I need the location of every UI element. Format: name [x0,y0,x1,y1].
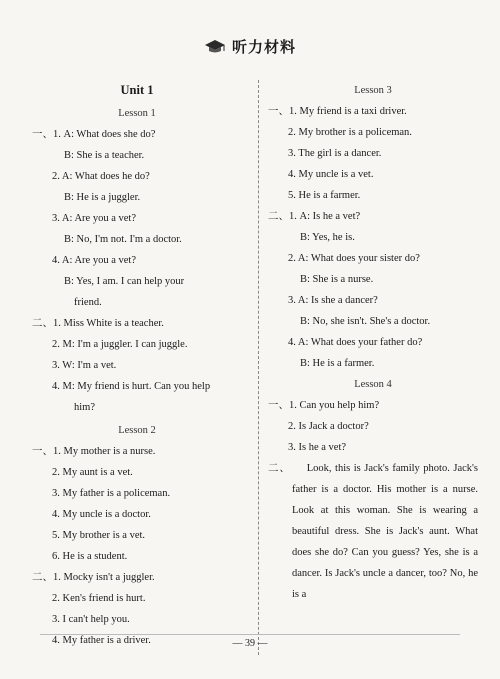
lesson-3-line: 2. My brother is a policeman. [288,127,412,138]
lesson-1-heading: Lesson 1 [118,108,156,119]
lesson-3-line: B: Yes, he is. [300,232,355,243]
lesson-3-line: B: No, she isn't. She's a doctor. [300,316,431,327]
lesson-4-line: 3. Is he a vet? [288,442,347,453]
lesson-1-line: B: She is a teacher. [64,150,145,161]
lesson-1-line: 3. A: Are you a vet? [52,213,136,224]
left-column [32,80,242,651]
graduation-cap-icon [204,39,226,55]
lesson-3-line: 2. A: What does your sister do? [288,253,420,264]
lesson-2-line: 3. I can't help you. [52,614,130,625]
lesson-2-line: 2. My aunt is a vet. [52,467,133,478]
lesson-4-lines [268,395,478,458]
lesson-3-line: 3. A: Is she a dancer? [288,295,378,306]
lesson-1-line: friend. [74,297,102,308]
lesson-1-line: B: Yes, I am. I can help your [64,276,185,287]
right-column [268,80,478,605]
lesson-1-line: 4. M: My friend is hurt. Can you help [52,381,211,392]
lesson-1-line: 2. M: I'm a juggler. I can juggle. [52,339,188,350]
lesson-3-line: 一、1. My friend is a taxi driver. [268,106,407,117]
lesson-1-line: 3. W: I'm a vet. [52,360,117,371]
lesson-3-lines [268,101,478,374]
page-title: 听力材料 [231,38,296,56]
lesson-2-line: 3. My father is a policeman. [52,488,171,499]
paragraph-label: 二、 [268,463,291,474]
lesson-4-paragraph [268,458,478,605]
lesson-3-line: 二、1. A: Is he a vet? [268,211,361,222]
lesson-3-line: B: He is a farmer. [300,358,375,369]
lesson-3-line: B: She is a nurse. [300,274,374,285]
column-divider [258,80,259,655]
lesson-2-line: 5. My brother is a vet. [52,530,146,541]
lesson-2-line: 4. My uncle is a doctor. [52,509,151,520]
lesson-1-line: B: No, I'm not. I'm a doctor. [64,234,182,245]
lesson-2-line: 2. Ken's friend is hurt. [52,593,146,604]
footer-rule [40,634,460,635]
lesson-1-line: 二、1. Miss White is a teacher. [32,318,164,329]
lesson-4-heading: Lesson 4 [354,379,392,390]
lesson-1-line: 4. A: Are you a vet? [52,255,136,266]
lesson-1-line: 2. A: What does he do? [52,171,150,182]
lesson-3-line: 4. A: What does your father do? [288,337,423,348]
lesson-1-line: B: He is a juggler. [64,192,141,203]
lesson-2-line: 二、1. Mocky isn't a juggler. [32,572,155,583]
page-header [0,36,500,57]
unit-heading: Unit 1 [120,83,154,97]
lesson-3-line: 3. The girl is a dancer. [288,148,382,159]
lesson-2-line: 一、1. My mother is a nurse. [32,446,156,457]
lesson-2-line: 6. He is a student. [52,551,128,562]
lesson-1-line: him? [74,402,95,413]
lesson-3-heading: Lesson 3 [354,85,392,96]
lesson-1-line: 一、1. A: What does she do? [32,129,156,140]
lesson-2-line: 4. My father is a driver. [52,635,151,646]
lesson-3-line: 5. He is a farmer. [288,190,361,201]
lesson-2-lines [32,441,242,651]
lesson-4-line: 2. Is Jack a doctor? [288,421,369,432]
lesson-4-line: 一、1. Can you help him? [268,400,380,411]
page-number: — 39 — [232,638,268,649]
lesson-3-line: 4. My uncle is a vet. [288,169,374,180]
lesson-2-heading: Lesson 2 [118,425,156,436]
paragraph-text: Look, this is Jack's family photo. Jack's father is a doctor. His mother is a nurse. Look at this woman. She is wearing a beautiful dress. She is Jack's aunt. What does she do? Can you guess? Yes, she is a dancer. Is Jack's uncle a dancer, too? No, he is a [292,463,478,600]
lesson-1-lines [32,124,242,418]
